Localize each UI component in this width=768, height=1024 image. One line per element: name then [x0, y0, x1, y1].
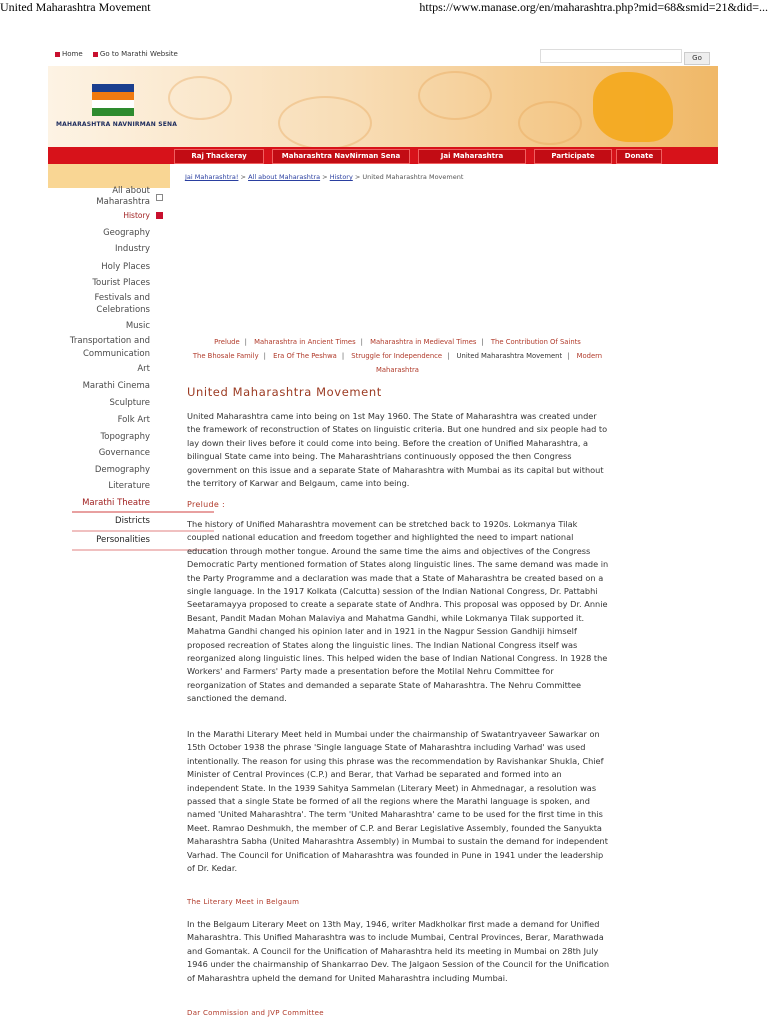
logo-stripe-blue [92, 84, 134, 92]
subnav-ancient[interactable]: Maharashtra in Ancient Times [254, 338, 356, 346]
sidebar-item-communication[interactable]: Communication [83, 349, 150, 359]
sidebar-item-literature[interactable]: Literature [108, 481, 150, 491]
subnav-separator: | [567, 352, 570, 360]
sidebar-divider [72, 511, 214, 513]
subnav-bhosale[interactable]: The Bhosale Family [192, 352, 259, 360]
article-paragraph-2 [187, 518, 612, 706]
decorative-swirl [418, 71, 492, 120]
subnav-struggle[interactable]: Struggle for Independence [351, 352, 443, 360]
go-button[interactable]: Go [684, 52, 710, 65]
maharashtra-map-icon [593, 72, 673, 142]
article-paragraph-1 [187, 410, 612, 490]
sidebar-item-label: Maharashtra [96, 197, 150, 207]
breadcrumb-separator: > [354, 173, 361, 181]
subnav-separator: | [244, 338, 247, 346]
breadcrumb-separator: > [240, 173, 246, 181]
checkbox-icon [156, 194, 163, 201]
sidebar-item-topography[interactable]: Topography [100, 432, 150, 442]
bullet-icon [93, 52, 98, 57]
sidebar-item-holy-places[interactable]: Holy Places [101, 262, 150, 272]
home-icon [55, 52, 60, 57]
paragraph-text: United Maharashtra came into being on 1st May 1960. The State of Maharashtra was created under the framework of reconstruction of States on linguistic criteria. But one hundred and six people had to lay down their lives before it could come into being. Before the creation of Unified Maharashtra, a bilingual State came into being. The Maharashtrians continuously opposed the then Congress government on this issue and a separate State of Maharashtra with Mumbai as its capital but without the territory of Karwar and Belgaum, came into being. [187, 411, 608, 489]
subnav-separator: | [447, 352, 450, 360]
sidebar-item-label: All about [112, 186, 150, 196]
sidebar-item-personalities[interactable]: Personalities [96, 535, 150, 545]
article-paragraph-3 [187, 728, 612, 875]
sidebar-item-history[interactable] [123, 210, 150, 221]
paragraph-text: The history of Unified Maharashtra movement can be stretched back to 1920s. Lokmanya Tilak coupled national education and freedom together and highlighted the need to impart national education through mother tongue. Around the same time the aims and objectives of the Congress Democratic Party mentioned formation of States along linguistic lines. The same demand was made in the Party Programme and a declaration was made that a State of Maharashtra be created based on a single language. In the 1917 Kolkata (Calcutta) session of the Indian National Congress, Dr. Pattabhi Seetaramayya proposed to create a separate state of Andhra. This proposal was opposed by Dr. Annie Besant, Pandit Madan Mohan Malaviya and Mahatma Gandhi, while Lokmanya Tilak supported it. Mahatma Gandhi changed his opinion later and in 1921 in the Nagpur Session Gandhiji himself proposed recreation of States along the linguistic lines. The Indian National Congress itself was reorganized along linguistic lines. This helped widen the base of Indian National Congress. In 1928 the Workers' and Farmers' Party made a presentation before the Motilal Nehru Committee for reorganization of States and demanded a separate State of Maharashtra. The Nehru Committee sanctioned the demand. [187, 519, 609, 704]
print-title: United Maharashtra Movement [0, 0, 151, 14]
breadcrumb-history[interactable]: History [329, 173, 353, 181]
breadcrumb-jai-maharashtra[interactable]: Jai Maharashtra! [185, 173, 239, 181]
logo-text: MAHARASHTRA NAVNIRMAN SENA [56, 121, 178, 128]
paragraph-text: In the Belgaum Literary Meet on 13th May, 1946, writer Madkholkar first made a demand for Unified Maharashtra. This Unified Maharashtra was to include Mumbai, Central Provinces, Berar, Marathwada and Gomantak. A Council for the Unification of Maharashtra held its meeting in Mumbai on 28th July 1946 under the chairmanship of Shankarrao Dev. The Jalgaon Session of the Council for the Unification of Maharashtra upheld the demand for United Maharashtra including Mumbai. [187, 919, 610, 983]
decorative-swirl [278, 96, 372, 147]
subnav-medieval[interactable]: Maharashtra in Medieval Times [370, 338, 477, 346]
logo-stripe-white [92, 100, 134, 108]
subnav-peshwa[interactable]: Era Of The Peshwa [273, 352, 337, 360]
subnav-separator: | [360, 338, 363, 346]
home-link[interactable] [55, 50, 83, 58]
subnav-modern[interactable]: Modern Maharashtra [376, 352, 603, 374]
breadcrumb [185, 173, 463, 181]
paragraph-text: In the Marathi Literary Meet held in Mumbai under the chairmanship of Swatantryaveer Sawarkar on 15th October 1938 the phrase 'Single language State of Maharashtra including Varhad' was used intentionally. The reason for using this phrase was the recommendation by Ravishankar Shukla, Chief Minister of Central Provinces (C.P.) and Berar, that Varhad be separated and formed into an independent State. In the 1939 Sahitya Sammelan (Literary Meet) in Ahmednagar, a resolution was passed that a single State be formed of all the regions where the Marathi language is spoken, and named 'United Maharashtra'. The term 'United Maharashtra' came to be used for the first time in this Meet. Ramrao Deshmukh, the member of C.P. and Berar Legislative Assembly, founded the Sanyukta Maharashtra Sabha (United Maharashtra Assembly) in Mumbai to sustain the demand for independent Varhad. The Council for Unification of Maharashtra was founded in Pune in 1941 under the leadership of Dr. Kedar. [187, 729, 608, 874]
logo-stripe-orange [92, 92, 134, 100]
sidebar-item-folk-art[interactable]: Folk Art [117, 415, 150, 425]
sidebar-item-sculpture[interactable]: Sculpture [109, 398, 150, 408]
print-header [0, 0, 768, 16]
subnav-current: United Maharashtra Movement [456, 352, 563, 360]
nav-participate[interactable]: Participate [534, 149, 612, 164]
nav-raj-thackeray[interactable]: Raj Thackeray [174, 149, 264, 164]
sidebar-item-celebrations[interactable]: Celebrations [96, 305, 150, 315]
main-nav [48, 147, 718, 164]
top-links [55, 50, 186, 58]
header-banner [48, 66, 718, 147]
section-heading-belgaum: The Literary Meet in Belgaum [187, 898, 300, 906]
nav-mns[interactable]: Maharashtra NavNirman Sena [272, 149, 410, 164]
search-input[interactable] [540, 49, 682, 63]
sidebar-item-marathi-cinema[interactable]: Marathi Cinema [82, 381, 150, 391]
sidebar-item-geography[interactable]: Geography [103, 228, 150, 238]
marathi-website-link[interactable] [93, 50, 178, 58]
decorative-swirl [518, 101, 582, 145]
subnav-separator: | [341, 352, 345, 360]
sidebar-item-art[interactable]: Art [137, 364, 150, 374]
sidebar-item-transportation[interactable]: Transportation and [69, 336, 150, 346]
section-heading-dar-commission: Dar Commission and JVP Committee [187, 1009, 324, 1017]
breadcrumb-current: United Maharashtra Movement [362, 173, 464, 181]
subnav-prelude[interactable]: Prelude [214, 338, 240, 346]
logo-stripe-green [92, 108, 134, 116]
subnav-separator: | [481, 338, 484, 346]
sidebar-item-tourist-places[interactable]: Tourist Places [92, 278, 150, 288]
sidebar-item-industry[interactable]: Industry [115, 244, 150, 254]
sidebar-header [48, 164, 170, 188]
nav-donate[interactable]: Donate [616, 149, 662, 164]
nav-jai-maharashtra[interactable]: Jai Maharashtra [418, 149, 526, 164]
sidebar-item-all-about-maharashtra-2[interactable] [96, 197, 150, 208]
sidebar-item-districts[interactable]: Districts [115, 516, 150, 526]
sidebar-item-demography[interactable]: Demography [94, 465, 150, 475]
section-heading-prelude: Prelude : [187, 500, 225, 509]
checkbox-checked-icon [156, 212, 163, 219]
sidebar-item-governance[interactable]: Governance [98, 448, 150, 458]
article-paragraph-4 [187, 918, 612, 985]
sidebar-item-festivals[interactable]: Festivals and [94, 293, 150, 303]
breadcrumb-separator: > [322, 173, 328, 181]
home-link-label: Home [62, 50, 83, 58]
decorative-swirl [168, 76, 232, 120]
history-subnav [185, 335, 610, 377]
breadcrumb-all-about[interactable]: All about Maharashtra [248, 173, 321, 181]
print-url: https://www.manase.org/en/maharashtra.php?mid=68&smid=21&did=... [419, 0, 768, 14]
subnav-saints[interactable]: The Contribution Of Saints [490, 338, 581, 346]
sidebar-item-music[interactable]: Music [125, 321, 150, 331]
marathi-link-label: Go to Marathi Website [99, 50, 178, 58]
subnav-separator: | [263, 352, 266, 360]
sidebar-item-marathi-theatre[interactable]: Marathi Theatre [82, 498, 150, 508]
page-title: United Maharashtra Movement [187, 385, 382, 399]
sidebar-item-all-about-maharashtra[interactable] [112, 186, 150, 197]
sidebar-item-label: History [123, 211, 150, 220]
